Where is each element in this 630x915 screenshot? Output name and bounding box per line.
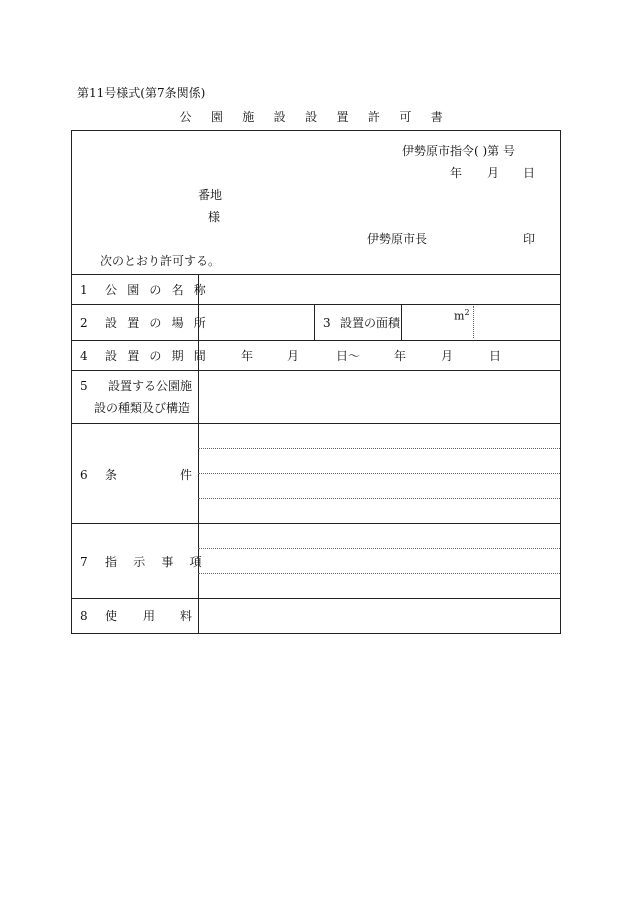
row-divider	[72, 274, 560, 275]
honorific: 様	[208, 210, 221, 224]
area-unit: $m^2$	[454, 308, 470, 323]
date-day: 日	[523, 166, 536, 180]
row-divider	[72, 423, 560, 424]
conditions-label-a: 条	[105, 468, 118, 482]
period-end-month: 月	[441, 349, 454, 363]
period-start-year: 年	[241, 349, 254, 363]
period-start-month: 月	[287, 349, 300, 363]
row-number: 4	[80, 349, 88, 363]
row-number: 1	[80, 283, 88, 297]
form-number-label: 第11号様式(第7条関係)	[77, 86, 206, 100]
period-end-day: 日	[489, 349, 502, 363]
condition-line	[198, 448, 560, 449]
row-number: 5	[80, 379, 88, 393]
row-divider	[72, 304, 560, 305]
row-divider	[72, 370, 560, 371]
document-title: 公 園 施 設 設 置 許 可 書	[179, 110, 451, 124]
cell-divider	[401, 304, 402, 340]
instructions-label: 指示事項	[105, 555, 218, 569]
row-number: 2	[80, 316, 88, 330]
conditions-label-b: 件	[180, 468, 193, 482]
period-label: 設置の期間	[105, 349, 217, 363]
date-month: 月	[487, 166, 500, 180]
period-start-day: 日〜	[336, 349, 361, 363]
permit-number: 伊勢原市指令( )第 号	[402, 144, 515, 158]
instruction-line	[198, 548, 560, 549]
facility-label-line2: 設の種類及び構造	[94, 401, 191, 415]
period-end-year: 年	[394, 349, 407, 363]
address-suffix: 番地	[198, 188, 223, 202]
row-divider	[72, 523, 560, 524]
condition-line	[198, 473, 560, 474]
seal-mark: 印	[523, 232, 536, 246]
row-number: 3	[323, 316, 331, 330]
fee-label-b: 用	[143, 609, 156, 623]
row-divider	[72, 598, 560, 599]
row-number: 6	[80, 468, 88, 482]
area-unit-divider	[473, 306, 474, 338]
instruction-line	[198, 573, 560, 574]
facility-label-line1: 設置する公園施	[108, 379, 193, 393]
row-divider	[72, 340, 560, 341]
fee-label-c: 料	[180, 609, 193, 623]
row-number: 8	[80, 609, 88, 623]
park-name-label: 公園の名称	[105, 283, 217, 297]
cell-divider	[314, 304, 315, 340]
location-label: 設置の場所	[105, 316, 217, 330]
date-year: 年	[450, 166, 463, 180]
area-label: 設置の面積	[340, 316, 401, 330]
issuer-name: 伊勢原市長	[367, 232, 428, 246]
fee-label-a: 使	[105, 609, 118, 623]
row-number: 7	[80, 555, 88, 569]
permit-form-table	[71, 130, 561, 634]
condition-line	[198, 498, 560, 499]
permit-statement: 次のとおり許可する。	[100, 254, 221, 268]
